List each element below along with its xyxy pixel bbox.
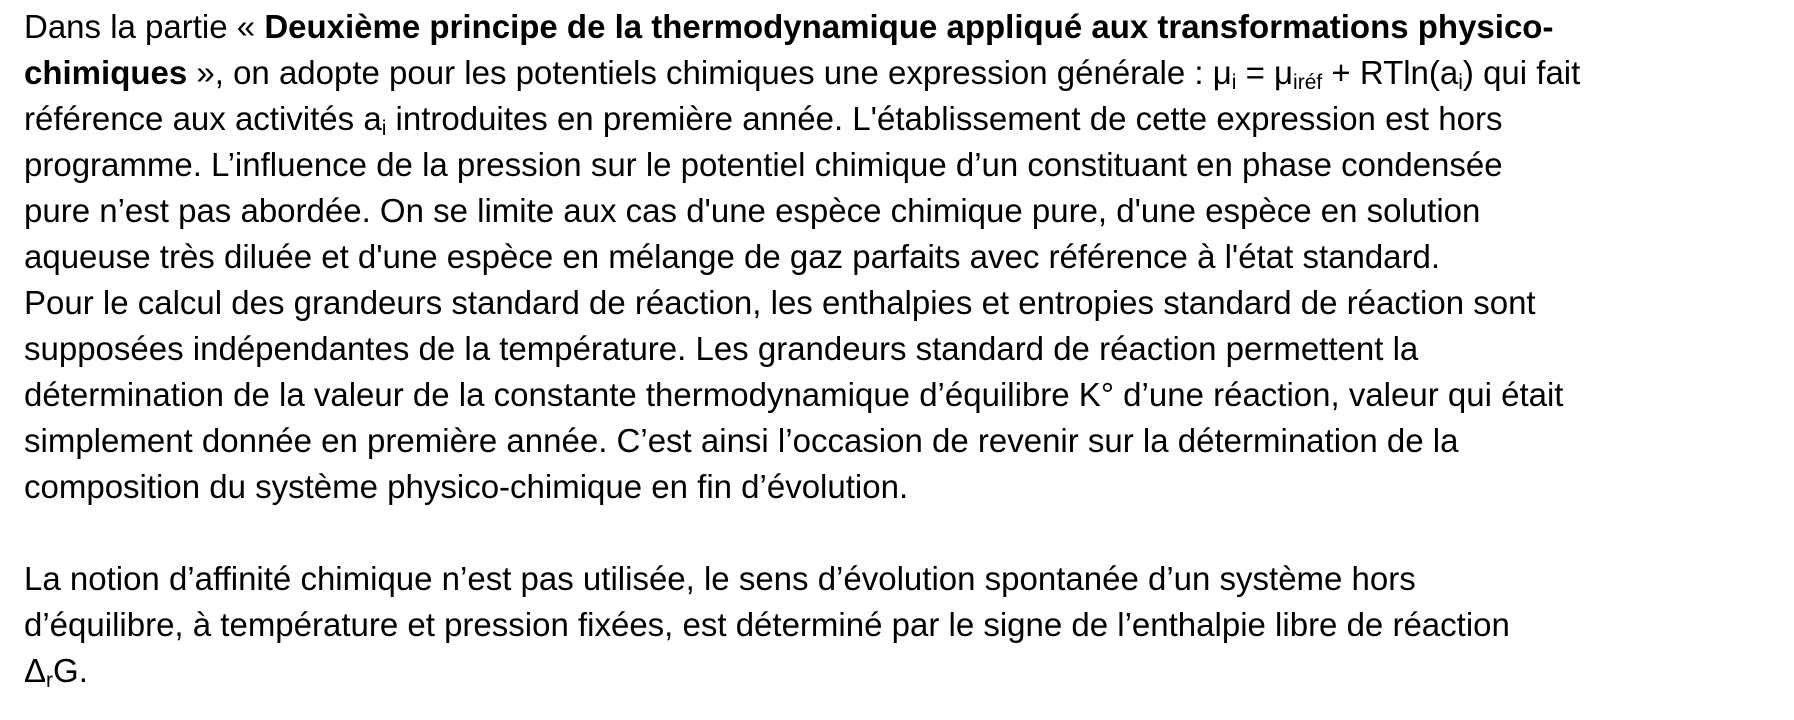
- text-line: aqueuse très diluée et d'une espèce en mélange de gaz parfaits avec référence à l'état standard.: [24, 238, 1441, 275]
- text-line: détermination de la valeur de la constante thermodynamique d’équilibre K° d’une réaction, valeur qui était: [24, 376, 1564, 413]
- section-title-bold: Deuxième principe de la thermodynamique appliqué aux transformations physico-: [264, 8, 1554, 45]
- text-line: [24, 4, 1774, 50]
- text-run: », on adopte pour les potentiels chimiques une expression générale : μ: [187, 54, 1232, 91]
- text-run: G.: [53, 652, 88, 689]
- text-line: supposées indépendantes de la température. Les grandeurs standard de réaction permettent la: [24, 330, 1419, 367]
- text-run: Dans la partie «: [24, 8, 265, 45]
- paragraph-affinite-chimique: [24, 556, 1774, 694]
- subscript: i: [1458, 71, 1463, 94]
- text-line: simplement donnée en première année. C’est ainsi l’occasion de revenir sur la détermination de la: [24, 422, 1459, 459]
- text-line: pure n’est pas abordée. On se limite aux cas d'une espèce chimique pure, d'une espèce en solution: [24, 192, 1481, 229]
- subscript: i: [1231, 71, 1237, 94]
- text-line: [24, 96, 1774, 142]
- document-page: [24, 4, 1774, 694]
- text-run: référence aux activités a: [24, 100, 382, 137]
- subscript: iréf: [1293, 71, 1323, 94]
- text-run: Δ: [24, 652, 47, 689]
- text-line: [24, 648, 1774, 694]
- section-title-bold-continued: chimiques: [24, 54, 188, 91]
- text-line: programme. L’influence de la pression sur le potentiel chimique d’un constituant en phase condensée: [24, 146, 1503, 183]
- text-line: La notion d’affinité chimique n’est pas utilisée, le sens d’évolution spontanée d’un système hors: [24, 560, 1416, 597]
- text-line: composition du système physico-chimique en fin d’évolution.: [24, 468, 909, 505]
- text-run: introduites en première année. L'établissement de cette expression est hors: [386, 100, 1503, 137]
- text-run: ) qui fait: [1462, 54, 1581, 91]
- text-run: + RTln(a: [1322, 54, 1459, 91]
- text-line: d’équilibre, à température et pression fixées, est déterminé par le signe de l’enthalpie libre de réaction: [24, 606, 1510, 643]
- text-line: Pour le calcul des grandeurs standard de réaction, les enthalpies et entropies standard de réaction sont: [24, 284, 1536, 321]
- subscript: r: [46, 669, 54, 692]
- text-line: [24, 50, 1774, 96]
- paragraph-potentiels-chimiques: [24, 4, 1774, 510]
- subscript: i: [381, 117, 387, 140]
- text-run: = μ: [1236, 54, 1294, 91]
